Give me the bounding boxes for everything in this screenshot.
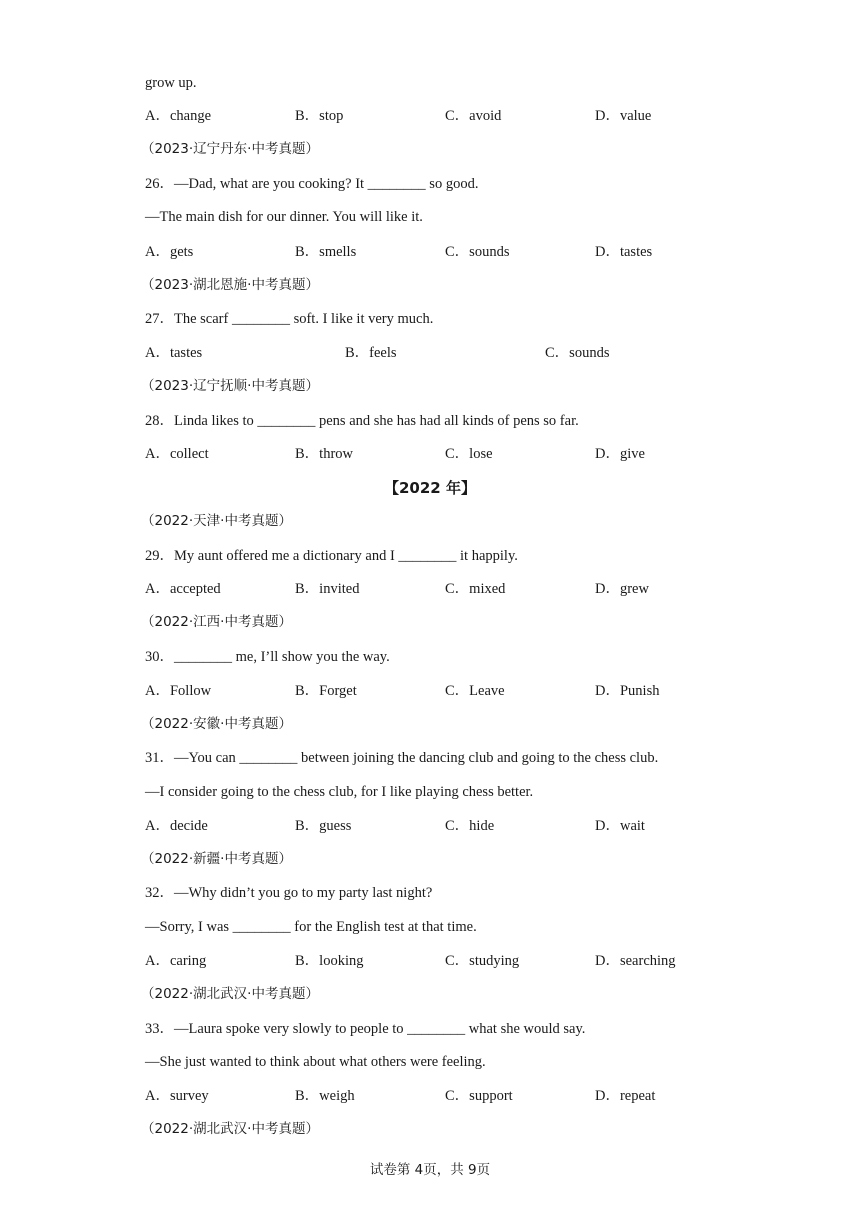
option-a: A．caring xyxy=(145,953,207,969)
option-b: B．Forget xyxy=(295,683,357,699)
question-source: （2022·湖北武汉·中考真题） xyxy=(141,986,319,1002)
answer-options xyxy=(145,681,805,701)
answer-options xyxy=(145,816,805,836)
section-heading-2022: 【2022 年】 xyxy=(384,479,476,497)
question-source: （2022·湖北武汉·中考真题） xyxy=(141,1121,319,1137)
question-32-text: 32．—Why didn’t you go to my party last night? xyxy=(145,885,433,901)
question-31-text: 31．—You can ________ between joining the dancing club and going to the chess club. xyxy=(145,750,659,766)
option-a: A．change xyxy=(145,108,212,124)
page-footer: 试卷第 4页，共 9页 xyxy=(369,1162,491,1178)
question-source: （2022·安徽·中考真题） xyxy=(141,716,292,732)
option-a: A．gets xyxy=(145,244,194,260)
question-33-reply: —She just wanted to think about what others were feeling. xyxy=(145,1054,486,1070)
question-28-text: 28．Linda likes to ________ pens and she has had all kinds of pens so far. xyxy=(145,413,579,429)
answer-options xyxy=(145,951,805,971)
option-c: C．mixed xyxy=(445,581,506,597)
question-source: （2023·湖北恩施·中考真题） xyxy=(141,277,319,293)
option-d: D．give xyxy=(595,446,645,462)
option-a: A．decide xyxy=(145,818,208,834)
question-26-text: 26．—Dad, what are you cooking? It ________ so good. xyxy=(145,176,479,192)
answer-options xyxy=(145,444,805,464)
question-source: （2022·江西·中考真题） xyxy=(141,614,292,630)
option-a: A．collect xyxy=(145,446,209,462)
option-b: B．stop xyxy=(295,108,344,124)
option-b: B．feels xyxy=(345,345,397,361)
question-33-text: 33．—Laura spoke very slowly to people to ________ what she would say. xyxy=(145,1021,586,1037)
option-a: A．Follow xyxy=(145,683,212,699)
question-source: （2022·新疆·中考真题） xyxy=(141,851,292,867)
question-32-reply: —Sorry, I was ________ for the English test at that time. xyxy=(145,919,477,935)
option-d: D．grew xyxy=(595,581,649,597)
option-b: B．smells xyxy=(295,244,357,260)
question-source: （2023·辽宁抚顺·中考真题） xyxy=(141,378,319,394)
option-c: C．sounds xyxy=(545,345,610,361)
question-26-reply: —The main dish for our dinner. You will like it. xyxy=(145,209,423,225)
option-c: C．sounds xyxy=(445,244,510,260)
question-27-text: 27．The scarf ________ soft. I like it very much. xyxy=(145,311,434,327)
option-d: D．repeat xyxy=(595,1088,656,1104)
option-a: A．survey xyxy=(145,1088,209,1104)
option-a: A．accepted xyxy=(145,581,221,597)
option-c: C．avoid xyxy=(445,108,502,124)
option-a: A．tastes xyxy=(145,345,203,361)
option-c: C．lose xyxy=(445,446,493,462)
question-text-continuation: grow up. xyxy=(145,75,197,91)
answer-options xyxy=(145,579,805,599)
option-c: C．studying xyxy=(445,953,520,969)
option-b: B．invited xyxy=(295,581,360,597)
question-source: （2022·天津·中考真题） xyxy=(141,513,292,529)
option-d: D．tastes xyxy=(595,244,653,260)
answer-options xyxy=(145,242,805,262)
option-b: B．looking xyxy=(295,953,364,969)
option-d: D．searching xyxy=(595,953,676,969)
option-c: C．Leave xyxy=(445,683,505,699)
answer-options xyxy=(145,106,805,126)
question-29-text: 29．My aunt offered me a dictionary and I ________ it happily. xyxy=(145,548,518,564)
question-30-text: 30．________ me, I’ll show you the way. xyxy=(145,649,390,665)
option-b: B．weigh xyxy=(295,1088,355,1104)
question-source: （2023·辽宁丹东·中考真题） xyxy=(141,141,319,157)
option-d: D．Punish xyxy=(595,683,660,699)
option-d: D．value xyxy=(595,108,652,124)
option-c: C．hide xyxy=(445,818,495,834)
option-b: B．throw xyxy=(295,446,353,462)
question-31-reply: —I consider going to the chess club, for I like playing chess better. xyxy=(145,784,534,800)
option-d: D．wait xyxy=(595,818,645,834)
answer-options xyxy=(145,1086,805,1106)
answer-options xyxy=(145,343,805,363)
option-c: C．support xyxy=(445,1088,513,1104)
option-b: B．guess xyxy=(295,818,352,834)
